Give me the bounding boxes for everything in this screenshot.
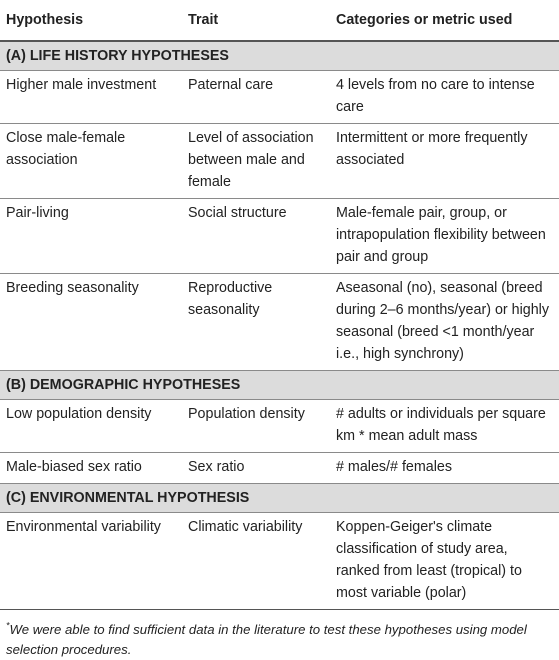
section-environmental xyxy=(0,484,559,513)
metric-cell: 4 levels from no care to intense care xyxy=(330,71,559,124)
table-row xyxy=(0,513,559,610)
trait-cell: Climatic variability xyxy=(182,513,330,610)
header-hypothesis: Hypothesis xyxy=(0,0,182,41)
hypothesis-cell: Breeding seasonality xyxy=(0,274,182,371)
metric-cell: Male-female pair, group, or intrapopulation flexibility between pair and group xyxy=(330,199,559,274)
table-row xyxy=(0,400,559,453)
header-categories: Categories or metric used xyxy=(330,0,559,41)
table-row xyxy=(0,199,559,274)
hypothesis-cell: Environmental variability xyxy=(0,513,182,610)
section-title: (A) LIFE HISTORY HYPOTHESES xyxy=(0,41,559,71)
header-trait: Trait xyxy=(182,0,330,41)
section-demographic xyxy=(0,371,559,400)
trait-cell: Sex ratio xyxy=(182,453,330,484)
hypothesis-cell: Close male-female association xyxy=(0,124,182,199)
metric-cell: # males/# females xyxy=(330,453,559,484)
hypothesis-cell: Male-biased sex ratio xyxy=(0,453,182,484)
section-title: (C) ENVIRONMENTAL HYPOTHESIS xyxy=(0,484,559,513)
section-title: (B) DEMOGRAPHIC HYPOTHESES xyxy=(0,371,559,400)
metric-cell: Koppen-Geiger's climate classification of study area, ranked from least (tropical) to most variable (polar) xyxy=(330,513,559,610)
table-row xyxy=(0,453,559,484)
hypothesis-cell: Higher male investment xyxy=(0,71,182,124)
trait-cell: Population density xyxy=(182,400,330,453)
trait-cell: Paternal care xyxy=(182,71,330,124)
metric-cell: Aseasonal (no), seasonal (breed during 2–6 months/year) or highly seasonal (breed <1 month/year i.e., high synchrony) xyxy=(330,274,559,371)
trait-cell: Reproductive seasonality xyxy=(182,274,330,371)
hypothesis-cell: Pair-living xyxy=(0,199,182,274)
section-life-history xyxy=(0,41,559,71)
table-row xyxy=(0,124,559,199)
table-row xyxy=(0,274,559,371)
trait-cell: Social structure xyxy=(182,199,330,274)
hypothesis-cell: Low population density xyxy=(0,400,182,453)
footnote-text: We were able to find sufficient data in the literature to test these hypotheses using model selection procedures. xyxy=(6,622,527,657)
metric-cell: Intermittent or more frequently associated xyxy=(330,124,559,199)
table-row xyxy=(0,71,559,124)
trait-cell: Level of association between male and female xyxy=(182,124,330,199)
metric-cell: # adults or individuals per square km * mean adult mass xyxy=(330,400,559,453)
footnote-marker: * xyxy=(6,620,10,631)
table-header-row xyxy=(0,0,559,41)
table-footnote xyxy=(0,610,559,660)
